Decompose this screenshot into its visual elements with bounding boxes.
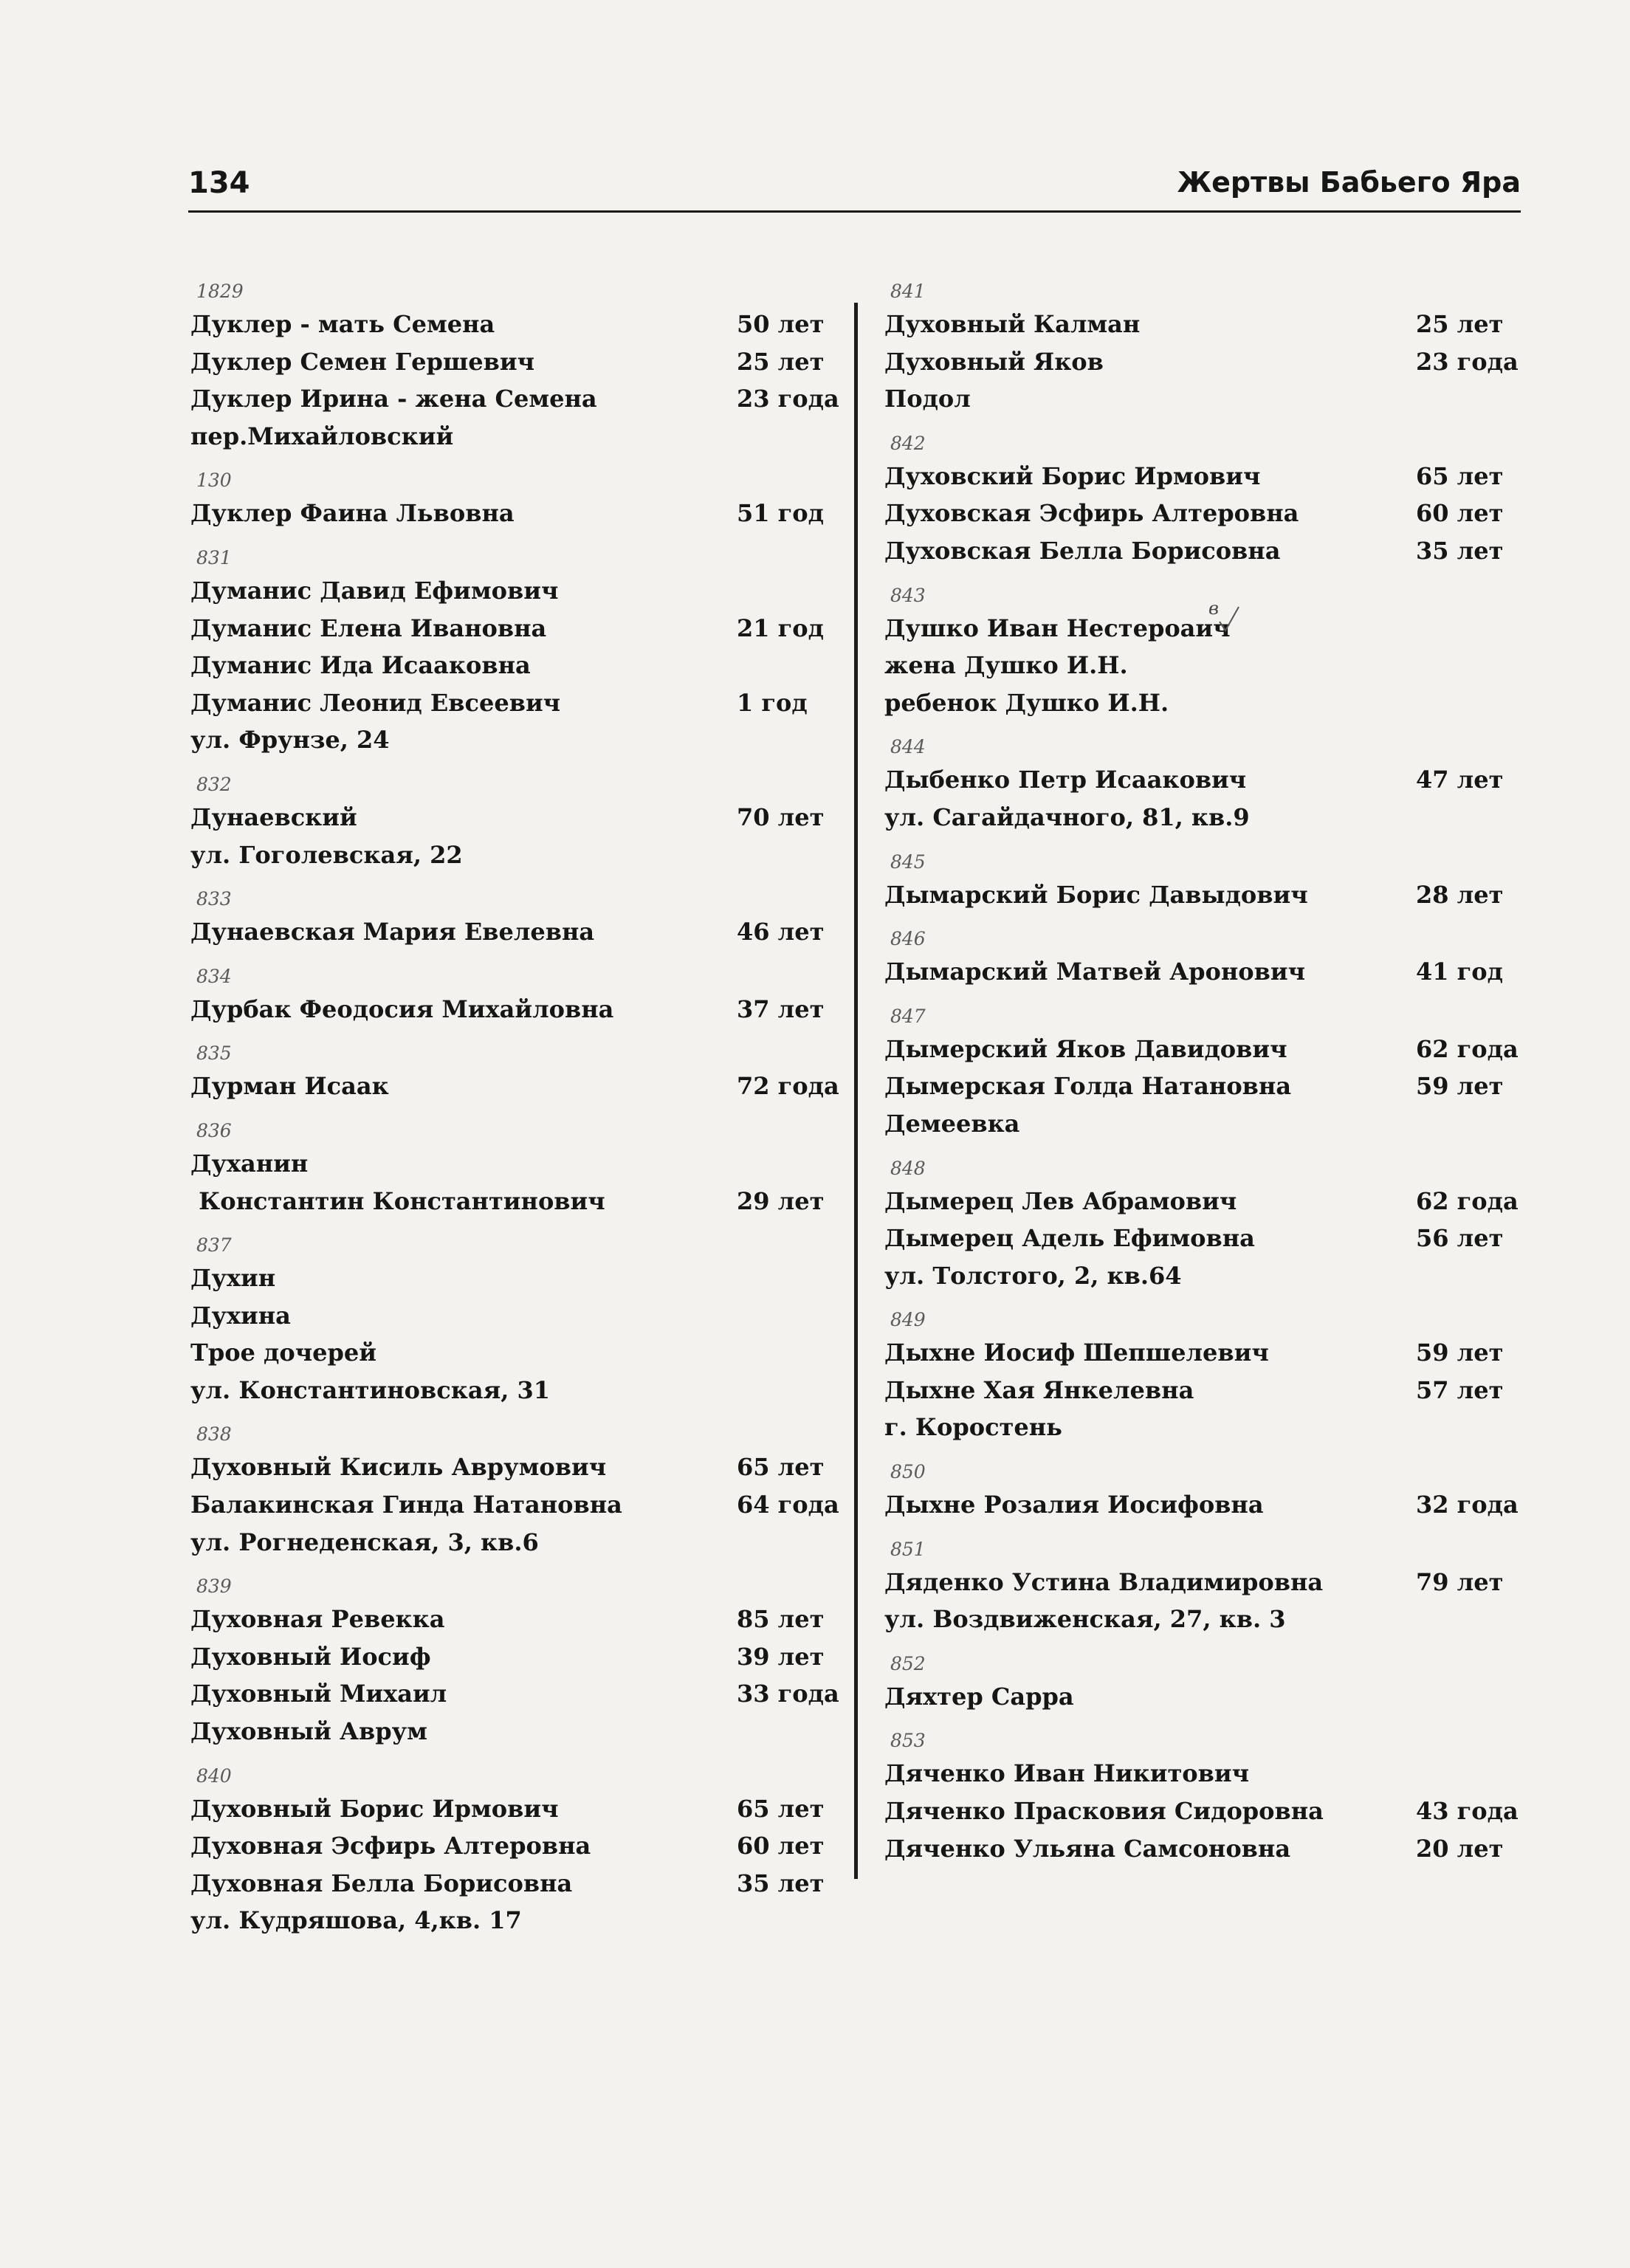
entry-line — [884, 495, 1519, 532]
entry-text: Духовный Кисиль Аврумович — [190, 1453, 607, 1482]
entry-block — [190, 1561, 839, 1750]
entry-line — [190, 1372, 825, 1409]
entry-age: 1 год — [737, 688, 808, 717]
entry-text: ул. Фрунзе, 24 — [190, 726, 390, 755]
entry-number: 831 — [196, 546, 232, 568]
entry-text: Духовный Яков — [884, 347, 1104, 376]
entry-block — [190, 1105, 825, 1220]
entry-block — [884, 1294, 1519, 1446]
entry-text: Дымарский Матвей Аронович — [884, 958, 1306, 986]
page-number: 134 — [188, 166, 250, 200]
entry-number: 850 — [890, 1461, 926, 1483]
entry-block — [884, 1446, 1519, 1524]
entry-line — [190, 1865, 825, 1903]
entry-text: Думанис Ида Исааковна — [190, 651, 531, 680]
entry-block — [190, 532, 825, 759]
entry-age: 25 лет — [1416, 310, 1504, 338]
entry-text: Дымарский Борис Давыдович — [884, 880, 1308, 909]
entry-text: ребенок Душко И.Н. — [884, 688, 1169, 717]
entry-age: 59 лет — [1416, 1072, 1504, 1101]
entry-age: 23 года — [737, 385, 839, 413]
entry-line — [884, 610, 1519, 647]
entry-number: 849 — [890, 1309, 926, 1331]
entry-number: 847 — [890, 1005, 926, 1027]
entry-age: 35 лет — [737, 1869, 825, 1897]
entry-text: Духовный Аврум — [190, 1717, 427, 1746]
entry-text: Дуклер Семен Гершевич — [190, 347, 534, 376]
entry-block — [884, 991, 1519, 1143]
entry-age: 21 год — [737, 614, 824, 642]
entry-text: Дыхне Розалия Иосифовна — [884, 1491, 1264, 1519]
entry-line — [884, 380, 1519, 418]
entry-age: 62 года — [1416, 1034, 1519, 1063]
entry-number: 833 — [196, 888, 232, 910]
entry-block — [190, 1028, 839, 1105]
entry-text: Дунаевский — [190, 803, 357, 831]
entry-line — [190, 1638, 825, 1676]
entry-line — [884, 1755, 1519, 1793]
entry-number: 839 — [196, 1575, 232, 1598]
entry-text: Дяхтер Сарра — [884, 1682, 1074, 1711]
entry-number: 852 — [890, 1652, 926, 1674]
entry-block — [190, 1409, 839, 1561]
entry-text: ул. Константиновская, 31 — [190, 1375, 551, 1404]
entry-text: Дыхне Иосиф Шепшелевич — [884, 1339, 1269, 1367]
entry-age: 60 лет — [1416, 499, 1504, 528]
entry-line — [884, 799, 1519, 836]
entry-block — [884, 836, 1519, 914]
entry-block — [884, 1638, 1519, 1716]
entry-line — [884, 1678, 1519, 1716]
entry-line — [884, 1601, 1519, 1638]
entry-text: Дяченко Прасковия Сидоровна — [884, 1797, 1324, 1826]
entry-number: 832 — [196, 773, 232, 795]
entry-text: Дыхне Хая Янкелевна — [884, 1375, 1194, 1404]
entry-number: 846 — [890, 928, 926, 950]
entry-line — [190, 1297, 825, 1335]
entry-number: 844 — [890, 736, 926, 758]
entry-age: 41 год — [1416, 958, 1503, 986]
entry-age: 35 лет — [1416, 536, 1504, 565]
entry-line — [190, 343, 825, 381]
entry-text: Трое дочерей — [190, 1339, 376, 1367]
entry-text: ул. Гоголевская, 22 — [190, 840, 463, 869]
entry-line — [884, 458, 1519, 495]
entry-line — [190, 1183, 825, 1220]
entry-line — [884, 1031, 1519, 1068]
entry-age: 59 лет — [1416, 1339, 1504, 1367]
entry-line — [884, 1372, 1519, 1409]
entry-age: 65 лет — [1416, 461, 1504, 490]
entry-block — [190, 266, 839, 455]
left-column — [190, 266, 839, 1939]
entry-age: 37 лет — [737, 994, 825, 1023]
entry-text: Константин Константинович — [190, 1186, 605, 1215]
entry-block — [884, 1524, 1519, 1638]
entry-text: Духовный Калман — [884, 310, 1141, 338]
entry-line — [190, 495, 825, 532]
entry-text: Дурман Исаак — [190, 1072, 389, 1101]
entry-line — [190, 1713, 825, 1750]
entry-text: Духанин — [190, 1149, 309, 1178]
entry-line — [884, 1257, 1519, 1295]
entry-text: Балакинская Гинда Натановна — [190, 1491, 622, 1519]
entry-block — [190, 951, 825, 1028]
entry-line — [884, 1334, 1519, 1372]
column-divider — [854, 303, 858, 1879]
entry-line — [190, 799, 825, 836]
handwritten-correction: в — [1208, 598, 1219, 619]
entry-text: ул. Кудряшова, 4,кв. 17 — [190, 1906, 522, 1935]
entry-number: 838 — [196, 1423, 232, 1446]
entry-age: 25 лет — [737, 347, 825, 376]
entry-number: 130 — [196, 470, 232, 492]
entry-age: 79 лет — [1416, 1567, 1504, 1596]
entry-age: 65 лет — [737, 1794, 825, 1823]
entry-text: Дуклер Ирина - жена Семена — [190, 385, 597, 413]
entry-age: 85 лет — [737, 1605, 825, 1634]
entry-block — [190, 759, 825, 873]
entry-line — [190, 913, 825, 951]
entry-age: 33 года — [737, 1680, 839, 1708]
entry-text: Дымерец Лев Абрамович — [884, 1186, 1237, 1215]
entry-text: Душко Иван Нестероаич — [884, 614, 1231, 642]
entry-age: 29 лет — [737, 1186, 825, 1215]
entry-line — [884, 1220, 1519, 1257]
entry-number: 842 — [890, 432, 926, 454]
entry-block — [884, 418, 1519, 570]
entry-age: 64 года — [737, 1491, 839, 1519]
entry-text: Думанис Елена Ивановна — [190, 614, 547, 642]
entry-text: ул. Рогнеденская, 3, кв.6 — [190, 1528, 539, 1556]
entry-line — [884, 1830, 1519, 1868]
entry-age: 20 лет — [1416, 1834, 1504, 1863]
entry-age: 47 лет — [1416, 766, 1504, 794]
entry-text: Думанис Давид Ефимович — [190, 576, 559, 605]
entry-age: 50 лет — [737, 310, 825, 338]
entry-age: 70 лет — [737, 803, 825, 831]
entry-line — [190, 1790, 825, 1828]
entry-age: 32 года — [1416, 1491, 1519, 1519]
entry-block — [884, 721, 1519, 836]
entry-line — [190, 380, 839, 418]
entry-age: 39 лет — [737, 1642, 825, 1671]
entry-line — [884, 684, 1519, 722]
right-column — [884, 266, 1519, 1867]
entry-text: Дуклер - мать Семена — [190, 310, 495, 338]
entry-text: Думанис Леонид Евсеевич — [190, 688, 561, 717]
entry-line — [190, 1334, 825, 1372]
entry-text: ул. Толстого, 2, кв.64 — [884, 1261, 1182, 1290]
entry-number: 835 — [196, 1042, 232, 1065]
entry-line — [190, 1601, 825, 1638]
entry-line — [190, 836, 825, 874]
entry-line — [884, 647, 1519, 684]
entry-block — [190, 1220, 825, 1409]
entry-text: Духовская Эсфирь Алтеровна — [884, 499, 1299, 528]
entry-text: Дяченко Ульяна Самсоновна — [884, 1834, 1291, 1863]
entry-age: 62 года — [1416, 1186, 1519, 1215]
entry-line — [884, 761, 1519, 799]
entry-line — [884, 343, 1519, 381]
entry-text: ул. Воздвиженская, 27, кв. 3 — [884, 1605, 1286, 1634]
entry-block — [884, 1715, 1519, 1867]
entry-line — [884, 1793, 1519, 1830]
entry-text: Духовная Ревекка — [190, 1605, 445, 1634]
entry-text: Духовный Иосиф — [190, 1642, 431, 1671]
entry-number: 840 — [196, 1764, 232, 1787]
entry-text: Духовская Белла Борисовна — [884, 536, 1281, 565]
entry-text: Духовный Михаил — [190, 1680, 447, 1708]
entry-block — [884, 913, 1519, 991]
entry-number: 843 — [890, 584, 926, 606]
entry-line — [884, 532, 1519, 570]
entry-line — [190, 1068, 839, 1105]
entry-age: 56 лет — [1416, 1224, 1504, 1253]
entry-line — [190, 610, 825, 647]
entry-number: 848 — [890, 1157, 926, 1179]
entry-text: Дымерский Яков Давидович — [884, 1034, 1287, 1063]
entry-line — [884, 876, 1519, 914]
entry-line — [190, 1902, 825, 1939]
entry-line — [884, 953, 1519, 991]
entry-line — [884, 306, 1519, 343]
entry-age: 51 год — [737, 499, 824, 528]
entry-line — [190, 684, 825, 722]
entry-age: 46 лет — [737, 918, 825, 946]
entry-number: 845 — [890, 850, 926, 873]
entry-number: 837 — [196, 1234, 232, 1257]
entry-text: Дыбенко Петр Исаакович — [884, 766, 1247, 794]
entry-line — [190, 572, 825, 610]
entry-line — [190, 1260, 825, 1297]
entry-block — [884, 1143, 1519, 1295]
entry-text: Дяденко Устина Владимировна — [884, 1567, 1324, 1596]
entry-age: 57 лет — [1416, 1375, 1504, 1404]
entry-text: Духин — [190, 1264, 276, 1293]
entry-line — [190, 1827, 825, 1865]
entry-age: 43 года — [1416, 1797, 1519, 1826]
entry-text: пер.Михайловский — [190, 422, 454, 450]
entry-line — [190, 1145, 825, 1183]
entry-line — [190, 991, 825, 1028]
entry-block — [884, 266, 1519, 418]
entry-line — [884, 1409, 1519, 1446]
entry-text: Дуклер Фаина Львовна — [190, 499, 515, 528]
entry-number: 851 — [890, 1538, 926, 1560]
entry-line — [190, 306, 825, 343]
entry-line — [884, 1068, 1519, 1105]
entry-line — [190, 1486, 839, 1524]
entry-number: 834 — [196, 965, 232, 987]
entry-line — [190, 647, 825, 684]
entry-text: Дунаевская Мария Евелевна — [190, 918, 595, 946]
entry-block — [190, 873, 825, 951]
entry-number: 1829 — [196, 281, 244, 302]
entry-text: Духовная Белла Борисовна — [190, 1869, 573, 1897]
entry-age: 23 года — [1416, 347, 1519, 376]
entry-text: Демеевка — [884, 1109, 1020, 1138]
entry-number: 841 — [890, 281, 926, 302]
entry-text: Духовский Борис Ирмович — [884, 461, 1261, 490]
entry-age: 65 лет — [737, 1453, 825, 1482]
entry-line — [190, 1449, 825, 1486]
entry-text: Духина — [190, 1301, 291, 1330]
entry-line — [884, 1564, 1519, 1601]
entry-text: Дымерская Голда Натановна — [884, 1072, 1292, 1101]
checkmark-icon — [1218, 605, 1240, 635]
page-header — [188, 166, 1521, 213]
entry-text: Дымерец Адель Ефимовна — [884, 1224, 1255, 1253]
entry-text: г. Коростень — [884, 1413, 1062, 1442]
entry-age: 28 лет — [1416, 880, 1504, 909]
entry-line — [190, 1524, 825, 1561]
entry-text: Дяченко Иван Никитович — [884, 1759, 1250, 1788]
entry-block — [884, 570, 1519, 722]
entry-line — [190, 1675, 839, 1713]
entry-line — [884, 1183, 1519, 1220]
entry-age: 60 лет — [737, 1832, 825, 1860]
entry-number: 836 — [196, 1119, 232, 1141]
entry-line — [884, 1105, 1519, 1143]
entry-text: Духовная Эсфирь Алтеровна — [190, 1832, 591, 1860]
entry-text: жена Душко И.Н. — [884, 651, 1128, 680]
entry-text: Дурбак Феодосия Михайловна — [190, 994, 614, 1023]
entry-line — [190, 418, 825, 456]
entry-text: Подол — [884, 385, 971, 413]
entry-block — [190, 1750, 825, 1939]
entry-line — [884, 1486, 1519, 1524]
entry-block — [190, 455, 825, 532]
entry-text: Духовный Борис Ирмович — [190, 1794, 559, 1823]
entry-age: 72 года — [737, 1072, 839, 1101]
entry-number: 853 — [890, 1730, 926, 1752]
running-title: Жертвы Бабьего Яра — [1177, 166, 1521, 199]
entry-text: ул. Сагайдачного, 81, кв.9 — [884, 803, 1250, 831]
entry-line — [190, 721, 825, 759]
